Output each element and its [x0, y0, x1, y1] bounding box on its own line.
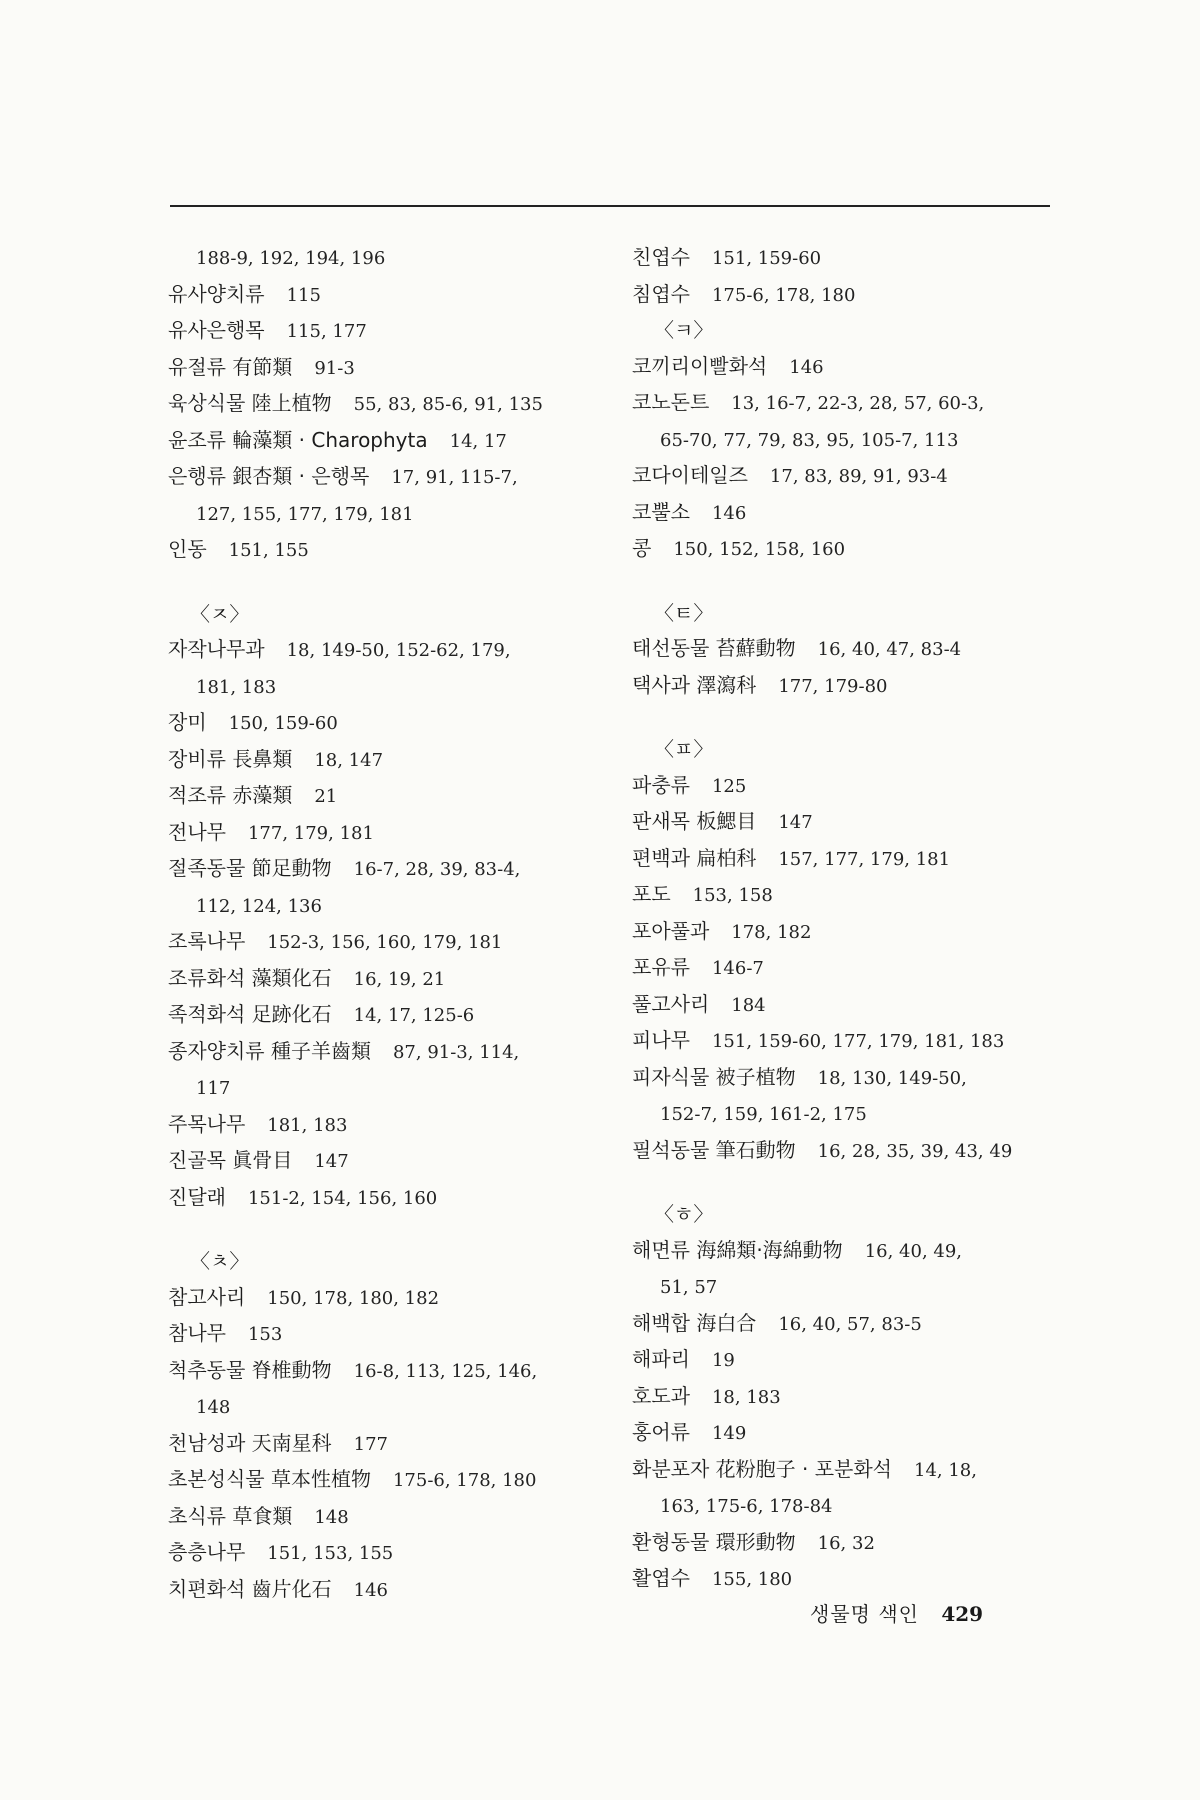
page-refs: 112, 124, 136: [196, 895, 322, 917]
index-entry: [168, 1316, 618, 1353]
index-entry: [168, 815, 618, 852]
page-refs: 51, 57: [660, 1277, 718, 1298]
page-refs: 18, 130, 149-50,: [817, 1067, 967, 1089]
page-refs: 177: [353, 1433, 388, 1455]
page-refs: 148: [314, 1506, 349, 1528]
index-term: 주목나무: [168, 1111, 246, 1136]
section-gap: [168, 569, 618, 597]
page-refs: 17, 83, 89, 91, 93-4: [769, 466, 948, 487]
index-entry: [168, 778, 618, 815]
page-refs: 184: [731, 994, 766, 1016]
index-term: 코노돈트: [632, 390, 710, 414]
index-term: 해백합 海白合: [632, 1310, 757, 1335]
index-term: 호도과: [632, 1383, 690, 1408]
index-entry: [168, 1499, 618, 1536]
index-term: 화분포자 花粉胞子 · 포분화석: [632, 1456, 892, 1481]
index-entry: [168, 1572, 618, 1609]
index-entry: [168, 742, 618, 779]
index-column-right: [632, 240, 1082, 1598]
page-refs: 155, 180: [711, 1569, 793, 1590]
index-term: 층층나무: [168, 1540, 246, 1564]
index-entry: [168, 277, 618, 314]
page-refs: 18, 183: [711, 1386, 781, 1408]
page-refs: 115, 177: [286, 321, 367, 342]
index-entry: [632, 1525, 1082, 1562]
index-entry: [168, 386, 618, 423]
index-term: 태선동물 苔蘚動物: [632, 636, 796, 660]
index-entry: [632, 1561, 1082, 1598]
index-entry: [632, 349, 1082, 386]
index-term: 환형동물 環形動物: [632, 1529, 796, 1554]
index-entry: [168, 423, 618, 460]
index-term: 진달래: [168, 1184, 226, 1209]
page-refs: 151, 159-60, 177, 179, 181, 183: [711, 1031, 1005, 1052]
index-entry: [632, 458, 1082, 495]
index-entry: [168, 1535, 618, 1572]
index-entry: [168, 851, 618, 888]
index-entry: [632, 950, 1082, 987]
page-refs: 18, 147: [314, 749, 384, 771]
page-refs: 16, 32: [817, 1532, 875, 1554]
index-term: 유사은행목: [168, 318, 265, 342]
section-gap: [632, 704, 1082, 732]
page-refs: 146: [711, 502, 747, 524]
section-heading: 〈ㅎ〉: [654, 1202, 714, 1226]
section-gap: [168, 1216, 618, 1244]
page-refs: 181, 183: [267, 1114, 348, 1136]
index-entry: [632, 914, 1082, 951]
page-refs: 91-3: [314, 357, 355, 379]
index-entry: [632, 385, 1082, 422]
page-refs: 13, 16-7, 22-3, 28, 57, 60-3,: [731, 393, 985, 414]
page-refs: 157, 177, 179, 181: [778, 848, 951, 870]
page-refs: 16, 19, 21: [353, 968, 446, 990]
index-term: 족적화석 足跡化石: [168, 1002, 332, 1026]
index-entry: [632, 1379, 1082, 1416]
page-number: 429: [941, 1602, 984, 1626]
page-refs: 178, 182: [731, 921, 812, 943]
index-entry: [632, 1133, 1082, 1170]
index-term: 초식류 草食類: [168, 1503, 293, 1528]
page-refs: 175-6, 178, 180: [392, 1470, 537, 1491]
page-refs: 151, 155: [228, 540, 309, 561]
index-term: 피나무: [632, 1028, 690, 1052]
index-entry-continuation: [632, 1269, 1082, 1306]
index-term: 파충류: [632, 772, 690, 797]
index-term: 윤조류 輪藻類 · Charophyta: [168, 427, 428, 452]
index-term: 천남성과 天南星科: [168, 1430, 332, 1455]
page-refs: 151, 159-60: [711, 248, 822, 269]
index-entry: [168, 1034, 618, 1071]
index-term: 해면류 海綿類·海綿動物: [632, 1237, 843, 1262]
page-refs: 146-7: [711, 958, 764, 979]
index-term: 풀고사리: [632, 991, 710, 1016]
index-term: 치편화석 齒片化石: [168, 1576, 332, 1601]
page-refs: 177, 179-80: [778, 675, 888, 697]
index-term: 절족동물 節足動物: [168, 856, 332, 880]
page-refs: 146: [789, 356, 824, 378]
section-gap: [632, 1169, 1082, 1197]
page-refs: 177, 179, 181: [247, 822, 374, 844]
index-term: 육상식물 陸上植物: [168, 391, 332, 415]
page-refs: 16, 40, 49,: [864, 1240, 963, 1262]
index-entry: [632, 277, 1082, 314]
index-term: 조록나무: [168, 929, 246, 953]
running-title: 생물명 색인: [810, 1602, 919, 1626]
section-heading: 〈ㅍ〉: [654, 737, 714, 761]
index-entry: [632, 668, 1082, 705]
page-refs: 188-9, 192, 194, 196: [196, 248, 386, 269]
section-heading: 〈ㅈ〉: [190, 601, 250, 626]
index-entry: [632, 841, 1082, 878]
index-entry-continuation: [632, 1488, 1082, 1525]
index-entry: [168, 313, 618, 350]
page-refs: 117: [196, 1078, 231, 1099]
page-refs: 152-3, 156, 160, 179, 181: [267, 932, 503, 953]
section-heading: 〈ㅋ〉: [654, 318, 714, 342]
index-entry: [632, 631, 1082, 668]
index-column-left: [168, 240, 618, 1608]
index-term: 편백과 扁柏科: [632, 845, 757, 870]
page-refs: 14, 18,: [914, 1459, 977, 1481]
index-term: 필석동물 筆石動物: [632, 1137, 796, 1162]
page-refs: 21: [314, 786, 338, 807]
page-refs: 16, 28, 35, 39, 43, 49: [817, 1140, 1013, 1162]
index-entry: [632, 495, 1082, 532]
index-term: 코다이테일즈: [632, 463, 748, 487]
index-entry: [168, 997, 618, 1034]
index-term: 유사양치류: [168, 281, 265, 306]
index-entry-continuation: [168, 888, 618, 925]
index-term: 판새목 板鰓目: [632, 809, 757, 833]
index-term: 유절류 有節類: [168, 354, 293, 379]
index-term: 자작나무과: [168, 637, 265, 661]
page-refs: 115: [286, 284, 321, 306]
index-entry: [168, 1180, 618, 1217]
index-term: 포유류: [632, 955, 690, 979]
index-entry: [168, 1353, 618, 1390]
index-term: 진골목 眞骨目: [168, 1148, 293, 1172]
page-refs: 16-7, 28, 39, 83-4,: [353, 859, 521, 880]
page-refs: 18, 149-50, 152-62, 179,: [286, 640, 511, 661]
index-entry-continuation: [632, 422, 1082, 459]
top-rule: [170, 205, 1050, 207]
page-refs: 16, 40, 57, 83-5: [778, 1313, 922, 1335]
index-term: 포도: [632, 882, 671, 906]
page-refs: 146: [353, 1579, 388, 1601]
page-refs: 55, 83, 85-6, 91, 135: [353, 394, 543, 415]
index-term: 장비류 長鼻類: [168, 746, 293, 771]
section-heading: 〈ㅊ〉: [190, 1249, 250, 1273]
page-refs: 151, 153, 155: [267, 1543, 394, 1564]
page-refs: 150, 159-60: [228, 713, 338, 734]
index-entry: [168, 459, 618, 496]
page-refs: 14, 17, 125-6: [353, 1005, 475, 1026]
index-entry-continuation: [168, 1070, 618, 1107]
index-entry: [632, 1452, 1082, 1489]
page-refs: 149: [711, 1423, 747, 1444]
section-heading: 〈ㅌ〉: [654, 600, 714, 625]
index-entry: [632, 1306, 1082, 1343]
index-term: 침엽수: [632, 281, 690, 306]
page-refs: 147: [314, 1151, 349, 1172]
index-entry: [632, 804, 1082, 841]
index-entry: [632, 240, 1082, 277]
page-refs: 127, 155, 177, 179, 181: [196, 503, 414, 525]
index-term: 참나무: [168, 1321, 226, 1345]
index-entry: [168, 924, 618, 961]
index-entry: [168, 1462, 618, 1499]
page-refs: 87, 91-3, 114,: [392, 1041, 520, 1063]
index-term: 택사과 澤瀉科: [632, 672, 757, 697]
index-entry: [168, 1143, 618, 1180]
index-entry: [168, 961, 618, 998]
page-refs: 16, 40, 47, 83-4: [817, 639, 962, 660]
index-entry-continuation: [168, 1389, 618, 1426]
index-entry: [632, 987, 1082, 1024]
page-refs: 152-7, 159, 161-2, 175: [660, 1104, 867, 1125]
page-refs: 175-6, 178, 180: [711, 284, 856, 306]
page-refs: 150, 178, 180, 182: [267, 1287, 440, 1309]
index-term: 적조류 赤藻類: [168, 783, 293, 807]
index-term: 코끼리이빨화석: [632, 353, 768, 378]
page-refs: 153: [247, 1324, 283, 1345]
page-refs: 14, 17: [449, 430, 507, 452]
index-term: 홍어류: [632, 1420, 690, 1444]
index-term: 인동: [168, 537, 207, 561]
index-term: 전나무: [168, 819, 226, 844]
index-entry: [632, 1023, 1082, 1060]
index-entry: [168, 350, 618, 387]
page-refs: 16-8, 113, 125, 146,: [353, 1360, 538, 1382]
index-entry-continuation: [168, 240, 618, 277]
page-refs: 125: [711, 775, 747, 797]
index-entry: [168, 1280, 618, 1317]
index-term: 초본성식물 草本性植物: [168, 1467, 371, 1491]
page-refs: 150, 152, 158, 160: [673, 539, 846, 560]
index-term: 코뿔소: [632, 499, 690, 524]
index-term: 활엽수: [632, 1566, 690, 1590]
page-refs: 19: [711, 1350, 735, 1371]
page-refs: 148: [196, 1397, 231, 1418]
index-entry-continuation: [632, 1096, 1082, 1133]
index-entry: [168, 1426, 618, 1463]
page-refs: 147: [778, 812, 813, 833]
index-entry: [168, 532, 618, 569]
index-entry: [632, 531, 1082, 568]
page-footer: [810, 1598, 983, 1627]
index-term: 척추동물 脊椎動物: [168, 1357, 332, 1382]
index-term: 종자양치류 種子羊齒類: [168, 1038, 371, 1063]
index-term: 은행류 銀杏類 · 은행목: [168, 464, 370, 488]
page-refs: 181, 183: [196, 676, 277, 698]
index-term: 피자식물 被子植物: [632, 1064, 796, 1089]
index-entry: [632, 1415, 1082, 1452]
index-entry: [168, 632, 618, 669]
index-term: 포아풀과: [632, 918, 710, 943]
index-term: 친엽수: [632, 245, 690, 269]
index-term: 콩: [632, 536, 652, 560]
index-entry-continuation: [168, 496, 618, 533]
index-entry: [168, 705, 618, 742]
page-refs: 151-2, 154, 156, 160: [247, 1187, 438, 1209]
index-entry-continuation: [168, 669, 618, 706]
page-refs: 163, 175-6, 178-84: [660, 1496, 833, 1517]
page-refs: 17, 91, 115-7,: [391, 467, 518, 488]
index-term: 참고사리: [168, 1284, 246, 1309]
index-term: 해파리: [632, 1347, 690, 1371]
index-entry: [632, 768, 1082, 805]
index-entry: [632, 1233, 1082, 1270]
index-entry: [168, 1107, 618, 1144]
index-term: 조류화석 藻類化石: [168, 965, 332, 990]
index-term: 장미: [168, 710, 207, 734]
page-refs: 65-70, 77, 79, 83, 95, 105-7, 113: [660, 429, 959, 451]
index-entry: [632, 1060, 1082, 1097]
index-entry: [632, 877, 1082, 914]
section-gap: [632, 568, 1082, 596]
page-refs: 153, 158: [692, 885, 773, 906]
index-entry: [632, 1342, 1082, 1379]
